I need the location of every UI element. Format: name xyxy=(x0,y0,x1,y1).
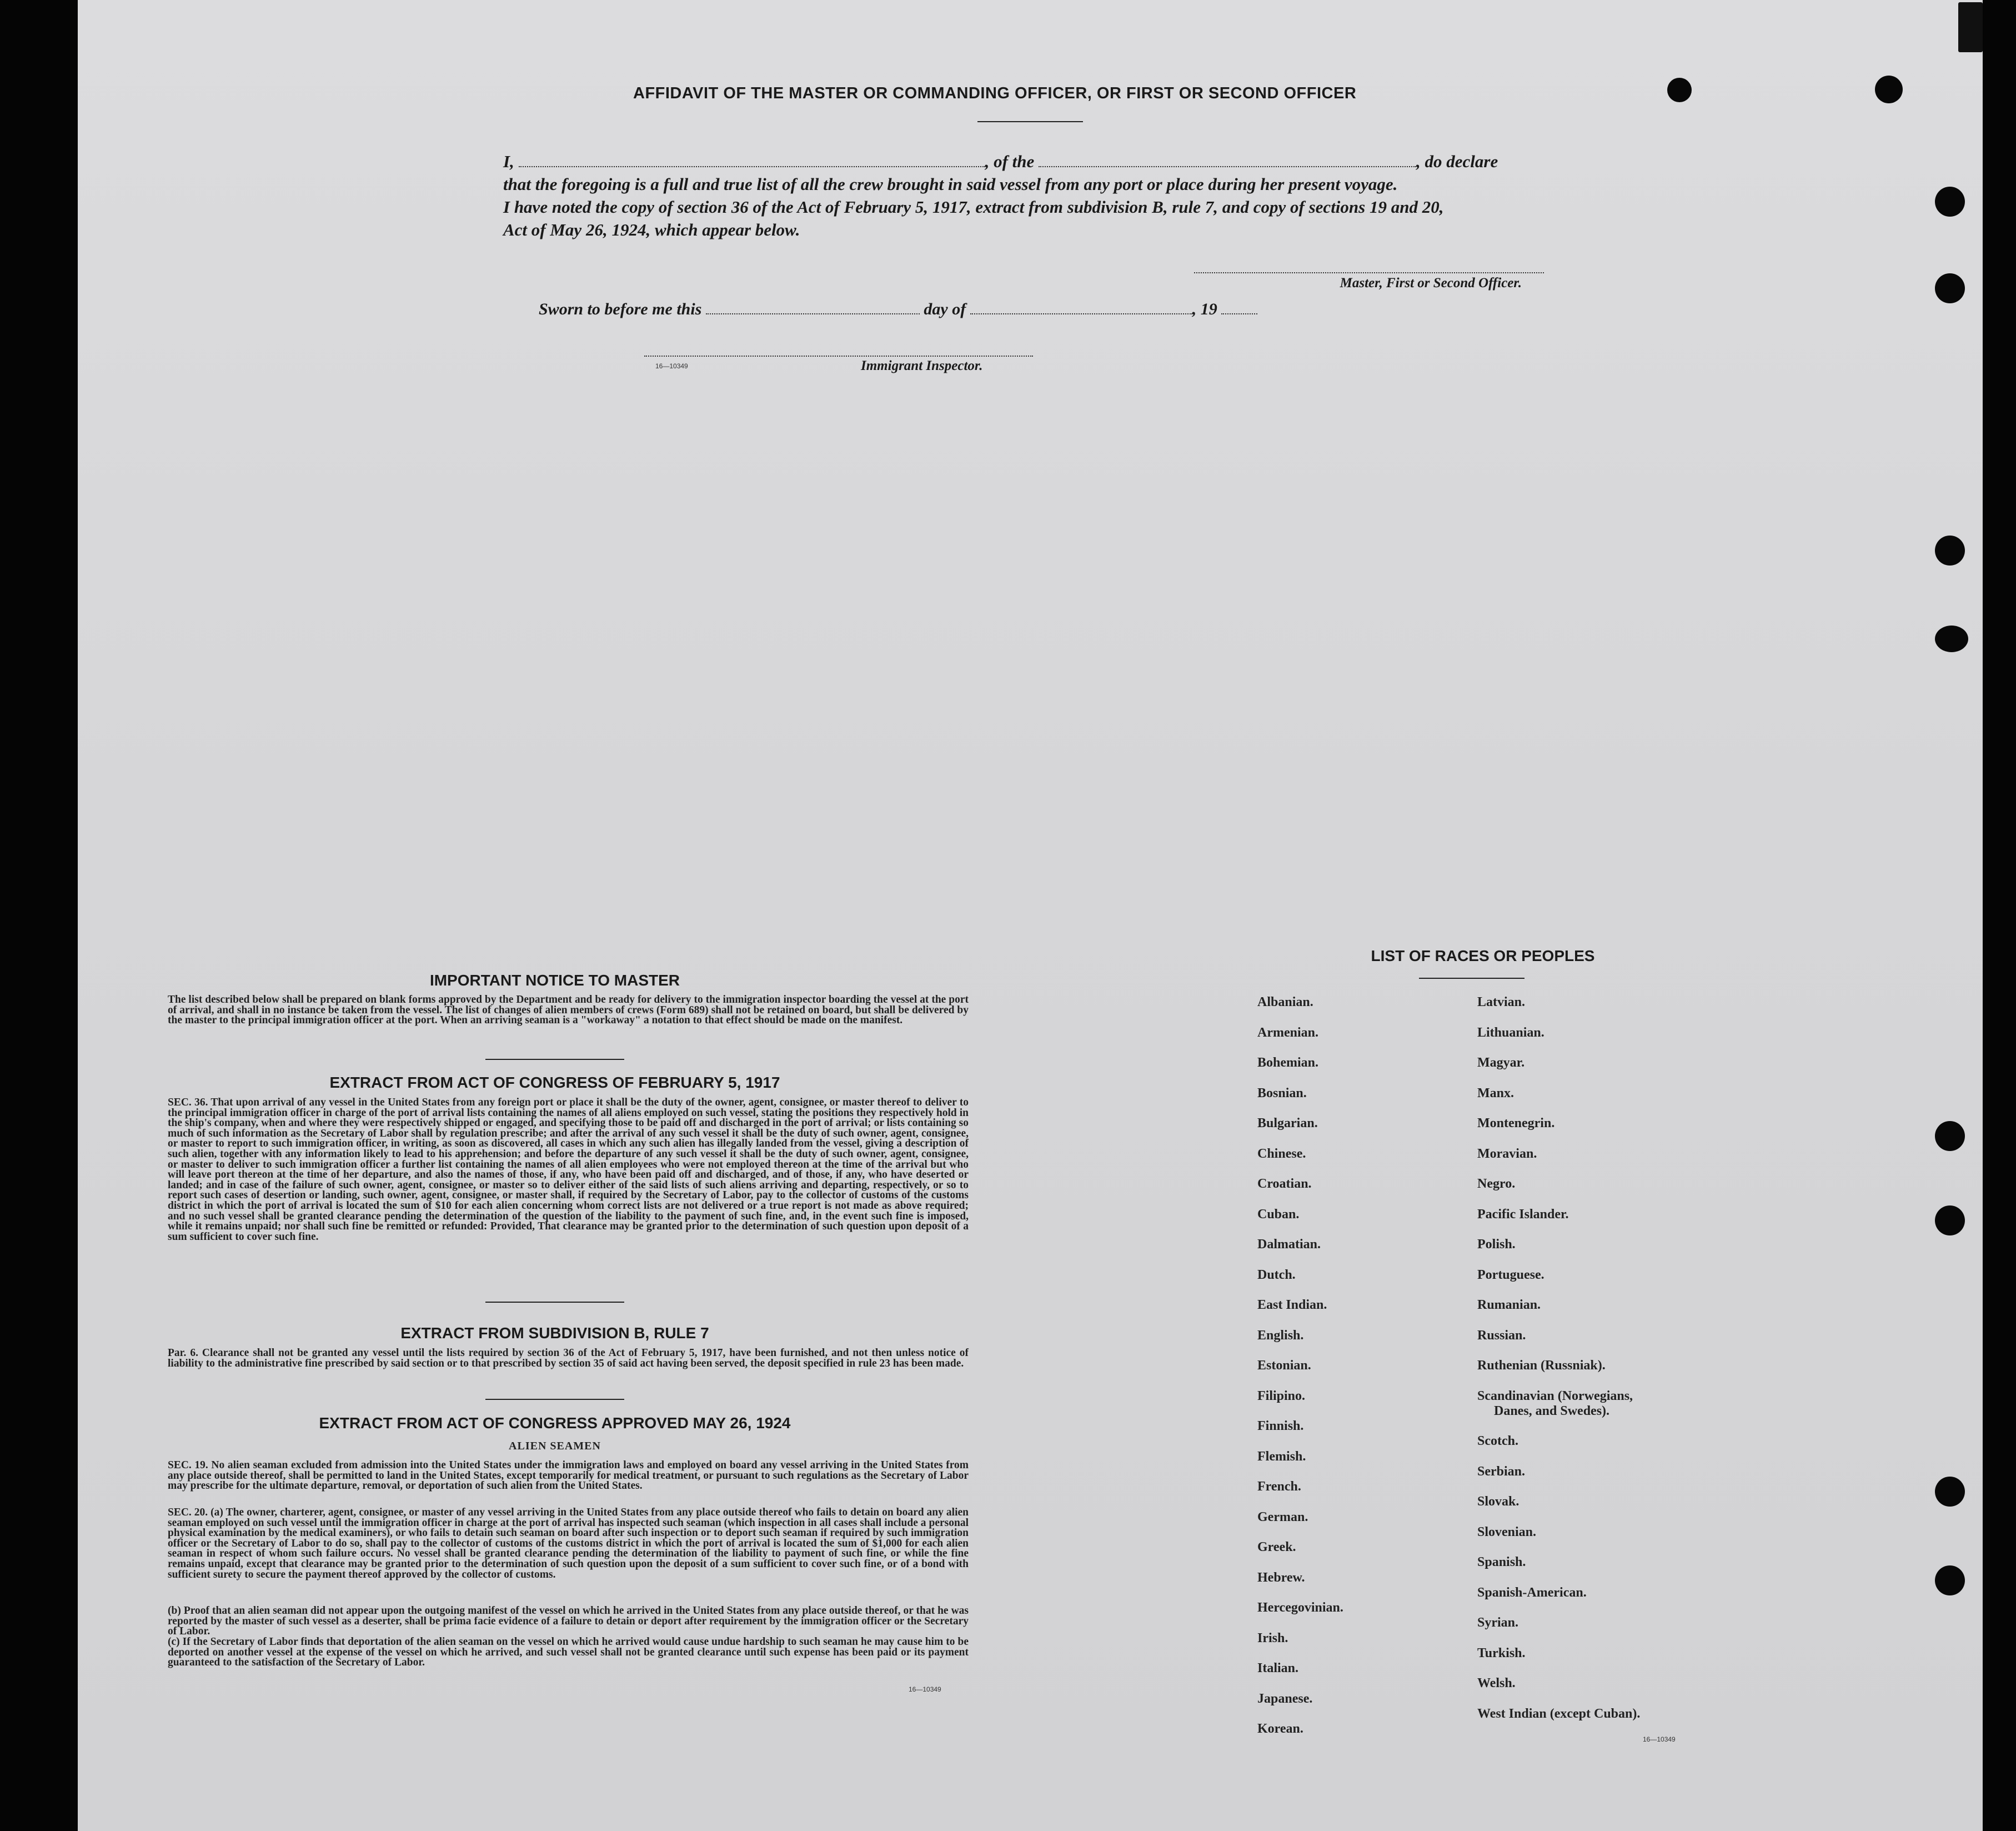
sworn-year: , 19 xyxy=(1192,300,1217,318)
rule7-text: Par. 6. Clearance shall not be granted any vessel until the lists required by section 36 of the Act of February 5, 1917, have been furnished, and not then unless notice of liability to the administrative fine prescribed by said section or to that prescribed by section 35 of said act having been served, the deposit specified in rule 23 has been made. xyxy=(168,1347,969,1369)
inspector-signature-line xyxy=(644,356,1033,357)
race-item: Italian. xyxy=(1257,1661,1299,1675)
race-item: Estonian. xyxy=(1257,1358,1311,1373)
race-item: Cuban. xyxy=(1257,1207,1300,1222)
race-item: Irish. xyxy=(1257,1630,1288,1645)
race-item: Greek. xyxy=(1257,1540,1296,1554)
title-divider xyxy=(977,121,1083,122)
races-title: LIST OF RACES OR PEOPLES xyxy=(1371,947,1595,964)
race-item: Magyar. xyxy=(1477,1055,1525,1070)
sec19-text: SEC. 19. No alien seaman excluded from admission into the United States under the immigration laws and employed on board any vessel arriving in the United States from any place outside thereof, shall be permitted to land in the United States, except temporarily for medical treatment, or pursuant to such regulations as the Secretary of Labor may prescribe for the ultimate departure, removal, or deportation of such alien from the United States. xyxy=(168,1459,969,1492)
name-blank xyxy=(519,163,985,167)
punch-hole xyxy=(1935,626,1968,652)
race-item: Turkish. xyxy=(1477,1645,1526,1660)
signature-line xyxy=(1194,272,1544,273)
race-item: Flemish. xyxy=(1257,1449,1306,1464)
inspector-label: Immigrant Inspector. xyxy=(861,358,983,373)
race-item: Armenian. xyxy=(1257,1025,1318,1040)
race-item: West Indian (except Cuban). xyxy=(1477,1706,1641,1721)
sworn-day: day of xyxy=(924,300,966,318)
year-blank xyxy=(1221,310,1257,314)
race-item: Filipino. xyxy=(1257,1388,1306,1403)
race-item: Syrian. xyxy=(1477,1615,1519,1630)
race-item: Bulgarian. xyxy=(1257,1116,1318,1130)
race-item: Bosnian. xyxy=(1257,1085,1307,1100)
race-item: Scandinavian (Norwegians, xyxy=(1477,1388,1633,1403)
punch-hole xyxy=(1935,1565,1965,1595)
notice-title: IMPORTANT NOTICE TO MASTER xyxy=(429,972,680,989)
section-divider xyxy=(485,1059,624,1060)
race-item: Korean. xyxy=(1257,1722,1303,1736)
rule7-title: EXTRACT FROM SUBDIVISION B, RULE 7 xyxy=(400,1324,709,1342)
sworn-line xyxy=(539,300,1257,319)
race-item: Finnish. xyxy=(1257,1419,1304,1433)
race-item: Spanish-American. xyxy=(1477,1585,1587,1600)
extract-1917-text: SEC. 36. That upon arrival of any vessel in the United States from any foreign port or place it shall be the duty of the owner, agent, consignee, or master thereof to deliver to the principal immigration officer in charge of the port of arrival lists containing the names of all aliens employed on such vessel, stating the positions they respectively hold in the ship's company, when and where they were respectively shipped or engaged, and specifying those to be paid off and discharged in the port of arrival; or lists containing so much of such information as the Secretary of Labor shall by regulation prescribe; and after the arrival of any such vessel it shall be the duty of such owner, agent, consignee, or master to report to such immigration officer, in writing, as soon as discovered, all cases in which any such alien has illegally landed from the vessel, giving a description of such alien, together with any information likely to lead to his apprehension; and before the departure of any such vessel it shall be the duty of such owner, agent, consignee, or master to deliver to such immigration officer a further list containing the names of all alien employees who were not employed thereon at the time of the arrival but who will leave port thereon at the time of her departure, and also the names of those, if any, who have been paid off and discharged, and of those, if any, who have deserted or landed; and in case of the failure of such owner, agent, consignee, or master so to deliver either of the said lists of such aliens arriving and departing, respectively, or so to report such cases of desertion or landing, such owner, agent, consignee, or master shall, if required by the Secretary of Labor, pay to the collector of customs of the customs district in which the port of arrival is located the sum of $10 for each alien concerning whom correct lists are not delivered or a true report is not made as above required; and no such vessel shall be granted clearance pending the determination of the question of the liability to the payment of such fine, and, in the event such fine is imposed, while it remains unpaid; nor shall such fine be remitted or refunded: Provided, That clearance may be granted prior to the determination of such question upon deposit of a sum sufficient to cover such fine. xyxy=(168,1097,969,1243)
race-item: Serbian. xyxy=(1477,1464,1526,1479)
punch-hole xyxy=(1935,1205,1965,1235)
race-item: Russian. xyxy=(1477,1328,1526,1343)
sec20a-text: SEC. 20. (a) The owner, charterer, agent, consignee, or master of any vessel arriving in the United States from any place outside thereof who fails to detain on board any alien seaman employed on such vessel until the immigration officer in charge at the port of arrival has inspected such seaman (which inspection in all cases shall include a personal physical examination by the medical examiners), or who fails to detain such seaman on board after such inspection or to deport such seaman if required by such immigration officer or the Secretary of Labor to do so, shall pay to the collector of customs of the customs district in which the port of arrival is located the sum of $1,000 for each alien seaman in respect of whom such failure occurs. No vessel shall be granted clearance pending the determination of the liability to payment of such fine, or while the fine remains unpaid, except that clearance may be granted prior to the determination of such question upon the deposit of a sum sufficient to cover such fine, or of a bond with sufficient surety to secure the payment thereof approved by the collector of customs. xyxy=(168,1507,969,1580)
affidavit-line-2: that the foregoing is a full and true list of all the crew brought in said vessel from any port or place during her present voyage. xyxy=(503,174,1398,194)
race-item: Chinese. xyxy=(1257,1146,1306,1161)
race-item: Japanese. xyxy=(1257,1691,1313,1706)
race-item: Lithuanian. xyxy=(1477,1025,1544,1040)
race-item: Albanian. xyxy=(1257,995,1313,1009)
notice-text: The list described below shall be prepared on blank forms approved by the Department and be ready for delivery to the immigration inspector boarding the vessel at the port of arrival, and shall in no instance be taken from the vessel. The list of changes of alien members of crews (Form 689) shall not be retained on board, but shall be delivered by the master to the principal immigration officer at the port. When an arriving seaman is a "workaway" a notation to that effect should be made on the manifest. xyxy=(168,994,969,1027)
race-item: Montenegrin. xyxy=(1477,1116,1555,1130)
alien-seamen-subtitle: ALIEN SEAMEN xyxy=(509,1440,601,1452)
race-item: Rumanian. xyxy=(1477,1298,1541,1312)
race-item: Pacific Islander. xyxy=(1477,1207,1569,1222)
affidavit-line-1 xyxy=(503,150,1569,173)
sworn-prefix: Sworn to before me this xyxy=(539,300,702,318)
form-number: 16—10349 xyxy=(1643,1735,1676,1743)
affidavit-title: AFFIDAVIT OF THE MASTER OR COMMANDING OFFICER, OR FIRST OR SECOND OFFICER xyxy=(633,84,1357,102)
race-item: Ruthenian (Russniak). xyxy=(1477,1358,1606,1373)
form-number: 16—10349 xyxy=(909,1685,941,1693)
race-item: Welsh. xyxy=(1477,1676,1516,1690)
punch-hole xyxy=(1935,1477,1965,1507)
punch-hole xyxy=(1935,187,1965,217)
race-item: Manx. xyxy=(1477,1085,1514,1100)
race-item: Latvian. xyxy=(1477,995,1526,1009)
race-item: Moravian. xyxy=(1477,1146,1537,1161)
punch-hole xyxy=(1667,78,1692,102)
race-item: Croatian. xyxy=(1257,1177,1312,1191)
race-item: Scotch. xyxy=(1477,1434,1518,1448)
affidavit-text xyxy=(503,150,1569,241)
day-blank xyxy=(706,310,920,314)
section-divider xyxy=(485,1399,624,1400)
race-item: Negro. xyxy=(1477,1177,1516,1191)
section-divider xyxy=(485,1302,624,1303)
race-item: Dutch. xyxy=(1257,1267,1296,1282)
race-item: Polish. xyxy=(1477,1237,1516,1252)
punch-hole xyxy=(1935,273,1965,303)
signature-label: Master, First or Second Officer. xyxy=(1340,276,1522,291)
races-divider xyxy=(1419,978,1524,979)
form-number: 16—10349 xyxy=(655,362,688,370)
month-blank xyxy=(970,310,1192,314)
affidavit-declare: , do declare xyxy=(1416,152,1498,171)
affidavit-of-the: , of the xyxy=(985,152,1035,171)
race-item: Slovak. xyxy=(1477,1494,1519,1509)
race-item: Bohemian. xyxy=(1257,1055,1319,1070)
race-item: Dalmatian. xyxy=(1257,1237,1321,1252)
affidavit-i: I, xyxy=(503,152,514,171)
ink-mark xyxy=(1958,2,1983,52)
extract-1924-title: EXTRACT FROM ACT OF CONGRESS APPROVED MAY 26, 1924 xyxy=(319,1414,791,1432)
punch-hole xyxy=(1935,536,1965,566)
punch-hole xyxy=(1935,1121,1965,1151)
race-item: East Indian. xyxy=(1257,1298,1327,1312)
punch-hole xyxy=(1875,76,1903,103)
sec20c-text: (c) If the Secretary of Labor finds that deportation of the alien seaman on the vessel on which he arrived would cause undue hardship to such seaman he may cause him to be deported on another vessel at the expense of the vessel on which he arrived, and such vessel shall not be granted clearance until such expense has been paid or its payment guaranteed to the satisfaction of the Secretary of Labor. xyxy=(168,1636,969,1669)
race-item: Hercegovinian. xyxy=(1257,1600,1343,1615)
affidavit-line-4: Act of May 26, 1924, which appear below. xyxy=(503,220,800,239)
race-item: Slovenian. xyxy=(1477,1524,1537,1539)
vessel-blank xyxy=(1039,163,1416,167)
race-item: German. xyxy=(1257,1509,1308,1524)
race-item: French. xyxy=(1257,1479,1301,1494)
race-item: Hebrew. xyxy=(1257,1570,1305,1585)
race-item: English. xyxy=(1257,1328,1304,1343)
race-item: Spanish. xyxy=(1477,1555,1526,1569)
sec20b-text: (b) Proof that an alien seaman did not appear upon the outgoing manifest of the vessel on which he arrived in the United States from any place outside thereof, or that he was reported by the master of such vessel as a deserter, shall be prima facie evidence of a failure to detain or deport after requirement by the immigration officer or the Secretary of Labor. xyxy=(168,1605,969,1638)
extract-1917-title: EXTRACT FROM ACT OF CONGRESS OF FEBRUARY 5, 1917 xyxy=(329,1074,780,1091)
race-item: Danes, and Swedes). xyxy=(1494,1403,1610,1418)
affidavit-line-3: I have noted the copy of section 36 of the Act of February 5, 1917, extract from subdivision B, rule 7, and copy of sections 19 and 20, xyxy=(503,197,1444,217)
race-item: Portuguese. xyxy=(1477,1267,1544,1282)
